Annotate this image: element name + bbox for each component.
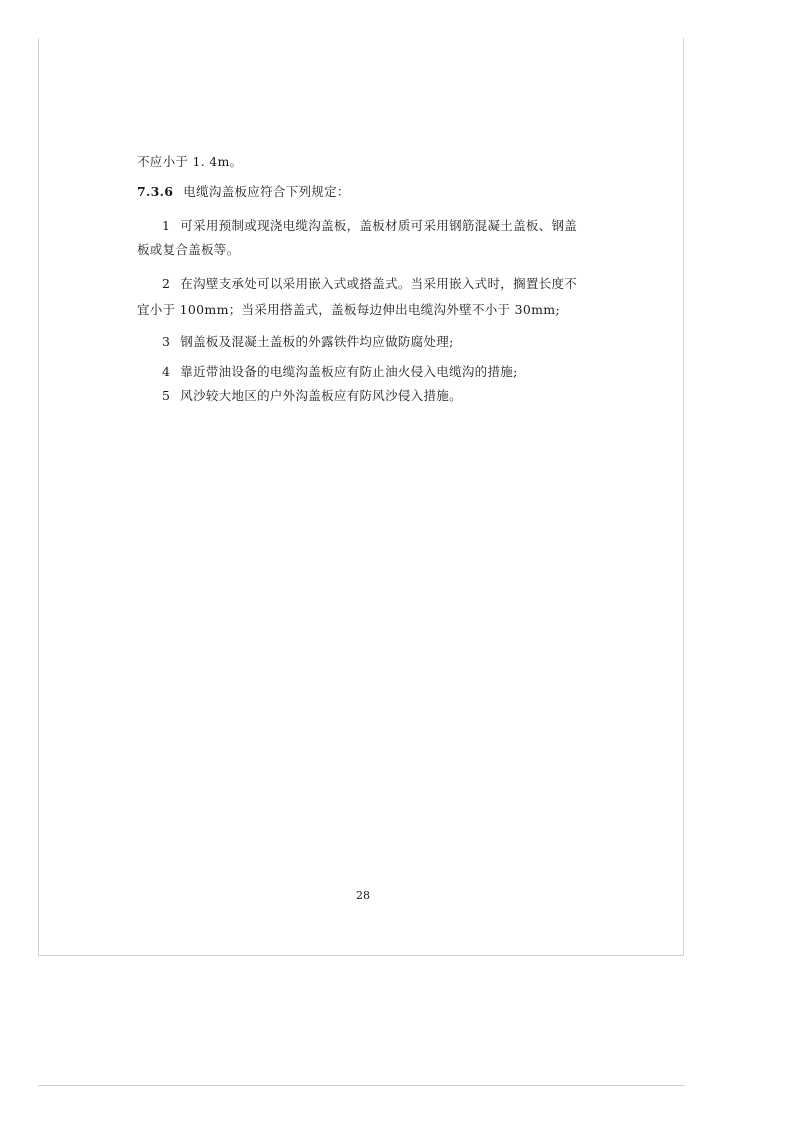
- bottom-rule: [38, 1085, 685, 1086]
- list-item-2: [162, 276, 577, 292]
- item-number: 4: [162, 364, 171, 379]
- list-item-4: [162, 364, 518, 380]
- list-item-1-continuation: 板或复合盖板等。: [137, 242, 240, 257]
- list-item-3: [162, 334, 454, 350]
- item-number: 3: [162, 334, 171, 349]
- item-text: 风沙较大地区的户外沟盖板应有防风沙侵入措施。: [180, 388, 462, 403]
- item-text: 在沟壁支承处可以采用嵌入式或搭盖式。当采用嵌入式时，搁置长度不: [180, 276, 578, 291]
- list-item-5: [162, 388, 462, 404]
- list-item-1: [162, 218, 577, 234]
- list-item-2-continuation: 宜小于 100mm；当采用搭盖式，盖板每边伸出电缆沟外壁不小于 30mm;: [137, 302, 560, 317]
- item-number: 5: [162, 388, 171, 403]
- page-frame: [38, 38, 684, 956]
- item-number: 1: [162, 218, 171, 233]
- clause-number: 7.3.6: [137, 184, 174, 199]
- clause-heading: [137, 184, 350, 200]
- continuation-line: 不应小于 1. 4m。: [137, 154, 243, 169]
- item-text: 可采用预制或现浇电缆沟盖板，盖板材质可采用钢筋混凝土盖板、钢盖: [180, 218, 578, 233]
- item-text: 钢盖板及混凝土盖板的外露铁件均应做防腐处理;: [180, 334, 454, 349]
- item-number: 2: [162, 276, 171, 291]
- page-number: 28: [356, 889, 370, 902]
- item-text: 靠近带油设备的电缆沟盖板应有防止油火侵入电缆沟的措施;: [180, 364, 518, 379]
- clause-title: 电缆沟盖板应符合下列规定：: [183, 184, 350, 199]
